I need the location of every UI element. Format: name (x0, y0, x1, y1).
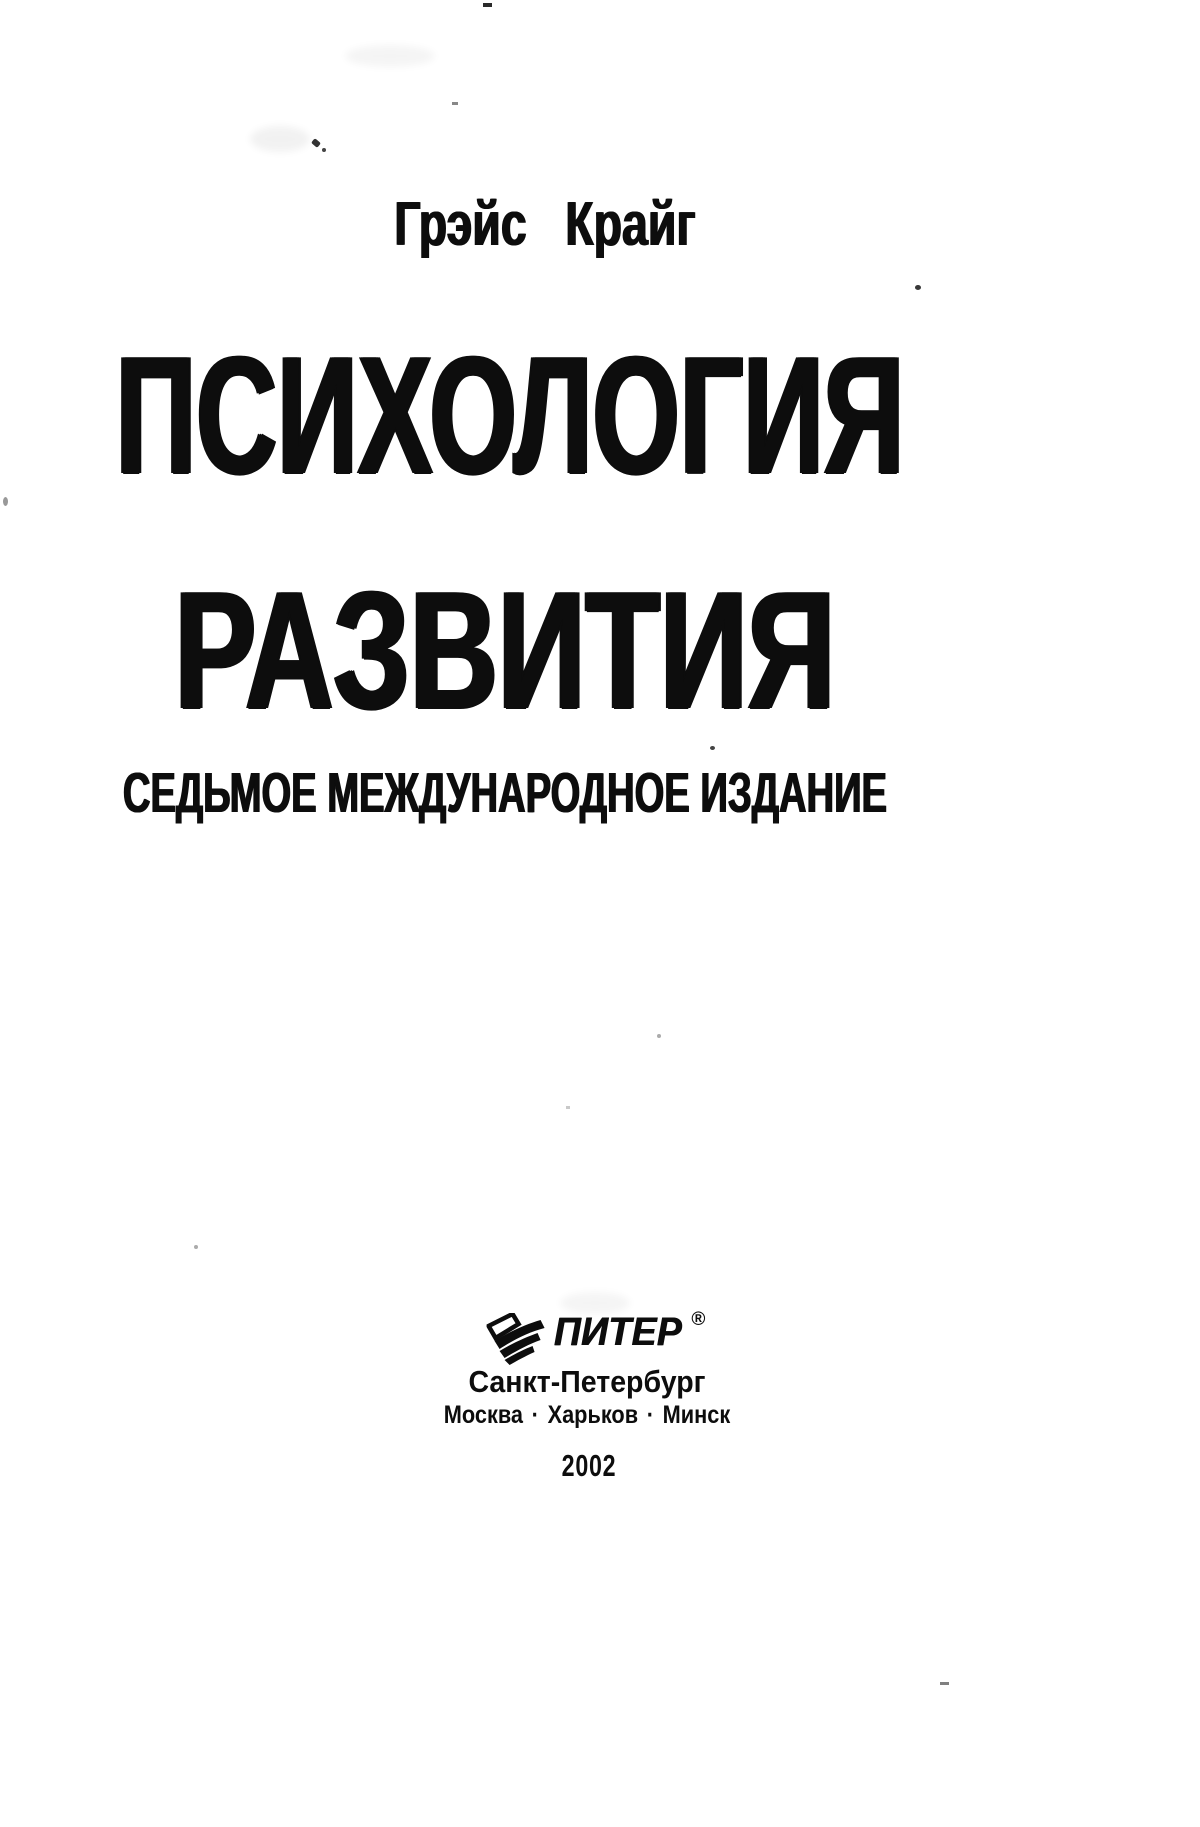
scan-smudge (345, 45, 435, 67)
scan-speck (566, 1106, 570, 1109)
publisher-cities-line: Москва · Харьков · Минск (443, 1401, 731, 1429)
scan-speck (194, 1245, 198, 1249)
edition-subtitle: СЕДЬМОЕ МЕЖДУНАРОДНОЕ ИЗДАНИЕ (122, 761, 888, 825)
book-title-line-1: ПСИХОЛОГИЯ (115, 321, 905, 509)
publication-year: 2002 (561, 1448, 617, 1483)
publisher-city-main: Санкт-Петербург (468, 1364, 706, 1399)
scan-speck (322, 148, 326, 152)
author-name: Грэйс Крайг (394, 190, 696, 259)
scan-speck (483, 3, 492, 7)
scan-speck (710, 746, 715, 750)
book-title-line-2: РАЗВИТИЯ (174, 556, 836, 744)
publisher-name: ПИТЕР (553, 1310, 682, 1354)
scan-smudge (250, 126, 310, 152)
scan-speck (452, 102, 458, 105)
scan-speck (915, 285, 921, 290)
scan-speck (657, 1034, 661, 1038)
scan-smudge (560, 1292, 630, 1314)
piter-flag-icon (487, 1313, 551, 1365)
registered-trademark-icon: ® (691, 1309, 706, 1330)
scan-speck (3, 497, 8, 506)
publisher-logo-block (487, 1311, 706, 1365)
scan-speck (311, 138, 321, 148)
scan-speck (940, 1682, 949, 1685)
